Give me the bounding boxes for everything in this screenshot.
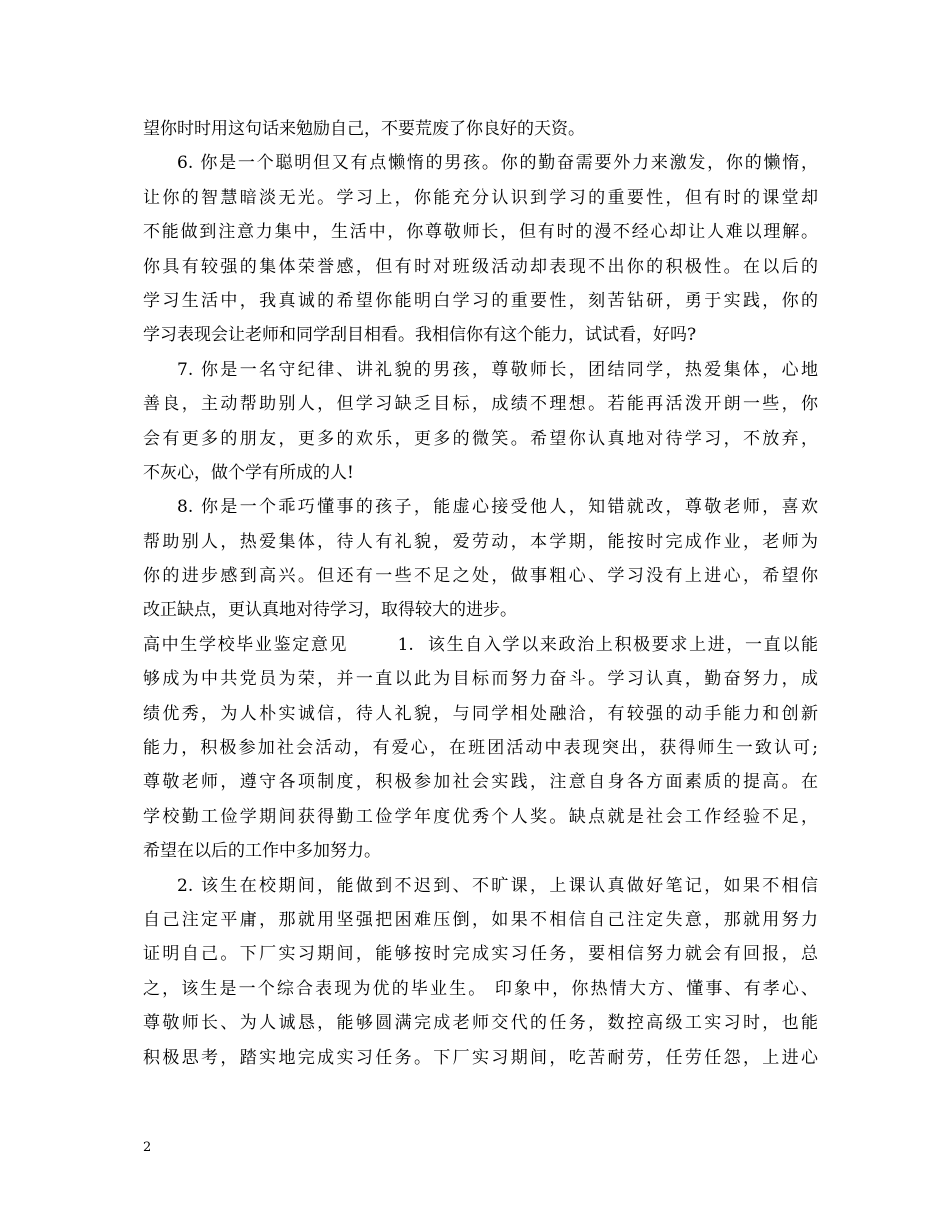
text-line: 改正缺点，更认真地对待学习，取得较大的进步。 <box>143 600 517 621</box>
body-text <box>143 112 818 1075</box>
text-line: 学习表现会让老师和同学刮目相看。我相信你有这个能力，试试看，好吗? <box>143 325 697 346</box>
text-line: 自己注定平庸，那就用坚强把困难压倒，如果不相信自己注定失意，那就用努力 <box>143 909 818 930</box>
text-line: 希望在以后的工作中多加努力。 <box>143 841 381 862</box>
text-line: 望你时时用这句话来勉励自己，不要荒废了你良好的天资。 <box>143 119 585 139</box>
text-line: 帮助别人，热爱集体，待人有礼貌，爱劳动，本学期，能按时完成作业，老师为 <box>143 531 818 552</box>
text-line: 6. 你是一个聪明但又有点懒惰的男孩。你的勤奋需要外力来激发，你的懒惰， <box>177 153 818 174</box>
text-line: 学校勤工俭学期间获得勤工俭学年度优秀个人奖。缺点就是社会工作经验不足， <box>143 806 818 827</box>
text-line: 会有更多的朋友，更多的欢乐，更多的微笑。希望你认真地对待学习，不放弃， <box>143 428 818 449</box>
text-line: 7. 你是一名守纪律、讲礼貌的男孩，尊敬师长，团结同学，热爱集体，心地 <box>177 359 818 380</box>
text-line: 之，该生是一个综合表现为优的毕业生。 印象中，你热情大方、懂事、有孝心、 <box>143 978 818 999</box>
text-line: 善良，主动帮助别人，但学习缺乏目标，成绩不理想。若能再活泼开朗一些，你 <box>143 394 818 415</box>
text-line: 尊敬师长、为人诚恳，能够圆满完成老师交代的任务，数控高级工实习时，也能 <box>143 1013 818 1034</box>
text-line: 绩优秀，为人朴实诚信，待人礼貌，与同学相处融洽，有较强的动手能力和创新 <box>143 703 818 724</box>
text-line: 学习生活中，我真诚的希望你能明白学习的重要性，刻苦钻研，勇于实践，你的 <box>143 290 818 311</box>
text-line: 能力，积极参加社会活动，有爱心，在班团活动中表现突出，获得师生一致认可; <box>143 738 818 759</box>
text-line: 积极思考，踏实地完成实习任务。下厂实习期间，吃苦耐劳，任劳任怨，上进心 <box>143 1047 818 1068</box>
text-line: 你具有较强的集体荣誉感，但有时对班级活动却表现不出你的积极性。在以后的 <box>143 256 818 277</box>
text-line: 不能做到注意力集中，生活中，你尊敬师长，但有时的漫不经心却让人难以理解。 <box>143 222 818 243</box>
text-line: 高中生学校毕业鉴定意见 1. 该生自入学以来政治上积极要求上进，一直以能 <box>143 634 818 655</box>
text-line: 不灰心，做个学有所成的人! <box>143 462 354 483</box>
text-line: 证明自己。下厂实习期间，能够按时完成实习任务，要相信努力就会有回报，总 <box>143 944 818 965</box>
text-line: 尊敬老师，遵守各项制度，积极参加社会实践，注意自身各方面素质的提高。在 <box>143 772 818 793</box>
page-number: 2 <box>143 1140 152 1155</box>
text-line: 够成为中共党员为荣，并一直以此为目标而努力奋斗。学习认真，勤奋努力，成 <box>143 669 818 690</box>
text-line: 你的进步感到高兴。但还有一些不足之处，做事粗心、学习没有上进心，希望你 <box>143 566 818 587</box>
text-line: 让你的智慧暗淡无光。学习上，你能充分认识到学习的重要性，但有时的课堂却 <box>143 187 818 208</box>
text-line: 8. 你是一个乖巧懂事的孩子，能虚心接受他人，知错就改，尊敬老师，喜欢 <box>177 497 818 518</box>
text-line: 2. 该生在校期间，能做到不迟到、不旷课，上课认真做好笔记，如果不相信 <box>177 875 818 896</box>
